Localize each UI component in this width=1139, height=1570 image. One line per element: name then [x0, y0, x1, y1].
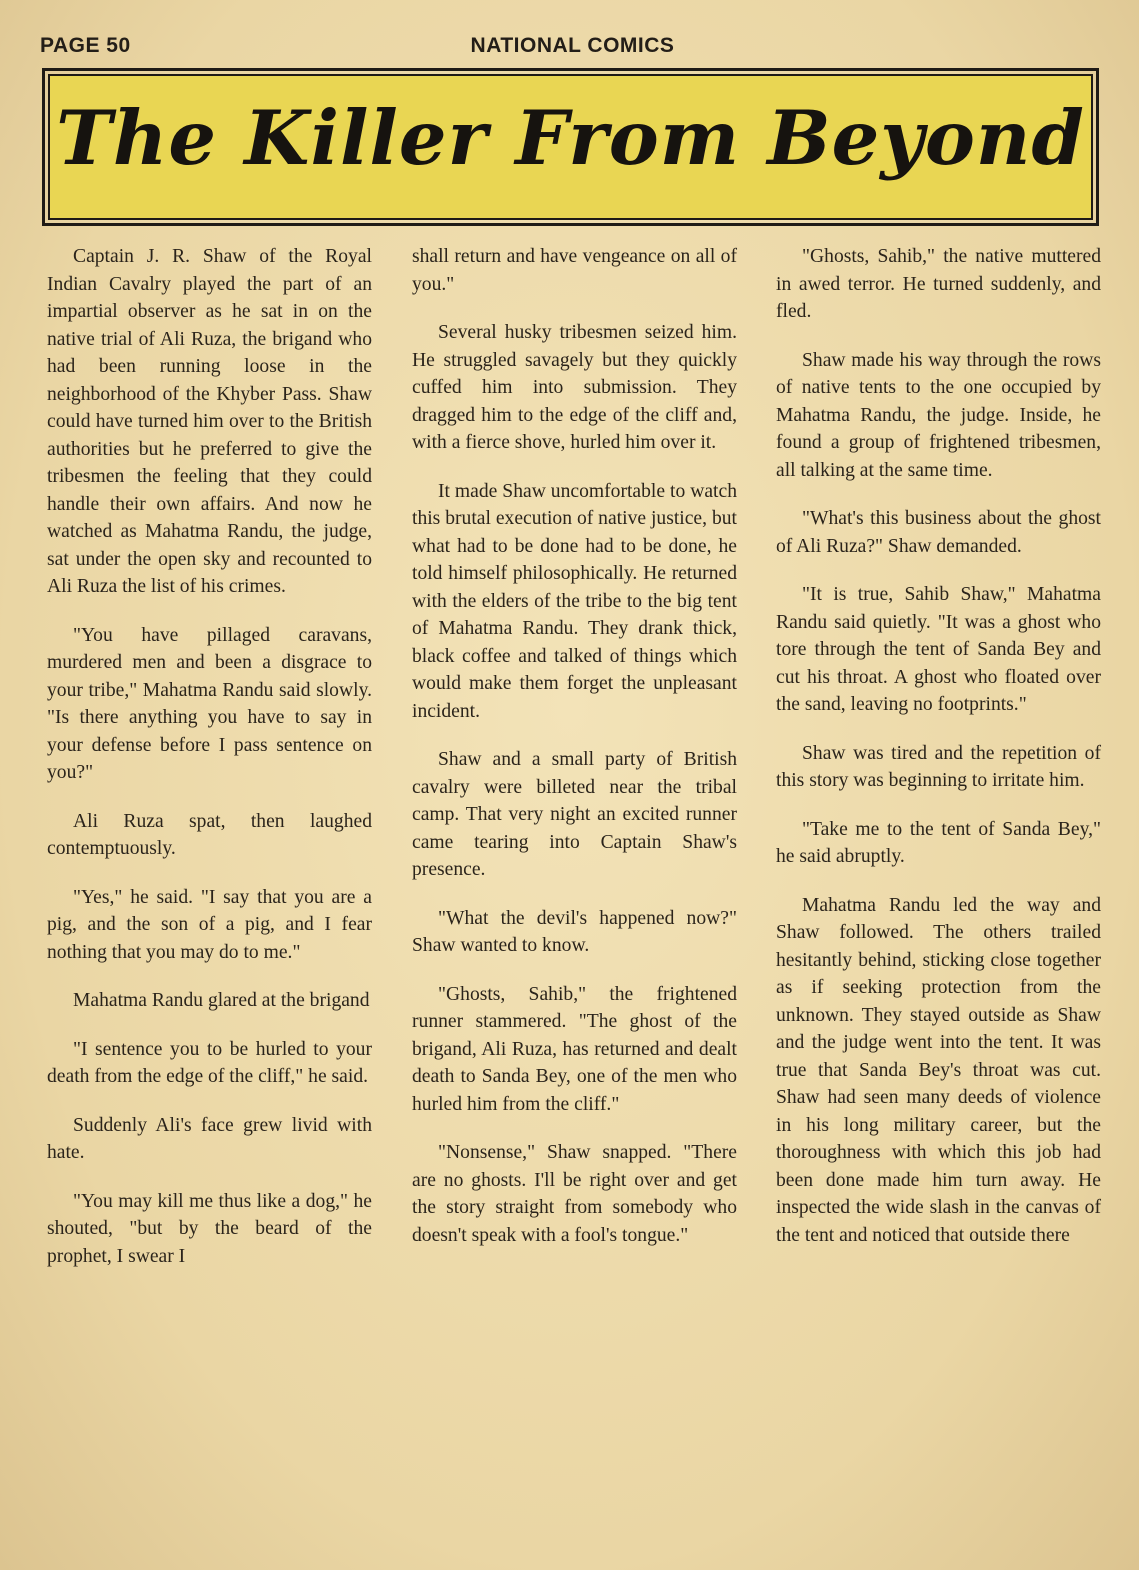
paragraph: Shaw was tired and the repetition of this story was beginning to irritate him.	[776, 742, 1101, 791]
paragraph: "Nonsense," Shaw snapped. "There are no ghosts. I'll be right over and get the story straight from somebody who doesn't speak with a fool's tongue."	[412, 1142, 737, 1246]
page-number: PAGE 50	[40, 34, 131, 57]
paragraph: Captain J. R. Shaw of the Royal Indian Cavalry played the part of an impartial observer as he sat in on the native trial of Ali Ruza, the brigand who had been running loose in the neighborhood of the Khyber Pass. Shaw could have turned him over to the British authorities but he preferred to give the tribesmen the feeling that they could handle their own affairs. And now he watched as Mahatma Randu, the judge, sat under the open sky and recounted to Ali Ruza the list of his crimes.	[47, 246, 372, 597]
paragraph: "I sentence you to be hurled to your death from the edge of the cliff," he said.	[47, 1038, 372, 1087]
paragraph: "Ghosts, Sahib," the native muttered in awed terror. He turned suddenly, and fled.	[776, 246, 1101, 322]
paragraph: Suddenly Ali's face grew livid with hate.	[47, 1114, 372, 1163]
paragraph: "What the devil's happened now?" Shaw wanted to know.	[412, 907, 737, 956]
paragraph: "Yes," he said. "I say that you are a pig, and the son of a pig, and I fear nothing that you may do to me."	[47, 886, 372, 963]
paragraph: Mahatma Randu led the way and Shaw followed. The others trailed hesitantly behind, sticking close together as if seeking protection from the unknown. They stayed outside as Shaw and the judge went into the tent. It was true that Sanda Bey's throat was cut. Shaw had seen many deeds of violence in his long military career, but the thoroughness with which this job had been done made him turn away. He inspected the wide slash in the canvas of the tent and noticed that outside there	[776, 894, 1101, 1246]
paragraph: Ali Ruza spat, then laughed contemptuously.	[47, 810, 372, 859]
paragraph: Mahatma Randu glared at the brigand	[73, 990, 370, 1011]
paragraph: "What's this business about the ghost of Ali Ruza?" Shaw demanded.	[776, 508, 1101, 557]
page-header	[40, 34, 1105, 62]
paragraph: "Take me to the tent of Sanda Bey," he said abruptly.	[776, 818, 1101, 867]
paragraph: Shaw made his way through the rows of native tents to the one occupied by Mahatma Randu, the judge. Inside, he found a group of frightened tribesmen, all talking at the same time.	[776, 349, 1101, 481]
story-title-panel	[48, 74, 1093, 220]
paragraph: Shaw and a small party of British cavalry were billeted near the tribal camp. That very night an excited runner came tearing into Captain Shaw's presence.	[412, 749, 737, 880]
paragraph: "Ghosts, Sahib," the frightened runner stammered. "The ghost of the brigand, Ali Ruza, has returned and dealt death to Sanda Bey, one of the men who hurled him from the cliff."	[412, 983, 737, 1115]
paragraph: shall return and have vengeance on all of you."	[412, 246, 737, 295]
paragraph: Several husky tribesmen seized him. He struggled savagely but they quickly cuffed him into submission. They dragged him to the edge of the cliff and, with a fierce shove, hurled him over it.	[412, 322, 737, 453]
story-title-banner	[42, 68, 1099, 226]
paragraph: "It is true, Sahib Shaw," Mahatma Randu said quietly. "It was a ghost who tore through the tent of Sanda Bey and cut his throat. A ghost who floated over the sand, leaving no footprints."	[776, 584, 1101, 715]
text-column-3	[776, 243, 1101, 1270]
paragraph: It made Shaw uncomfortable to watch this brutal execution of native justice, but what had to be done had to be done, he told himself philosophically. He returned with the elders of the tribe to the big tent of Mahatma Randu. They drank thick, black coffee and talked of things which would make them forget the unpleasant incident.	[412, 480, 737, 722]
magazine-title: NATIONAL COMICS	[470, 34, 675, 57]
paragraph: "You have pillaged caravans, murdered men and been a disgrace to your tribe," Mahatma Randu said slowly. "Is there anything you have to say in your defense before I pass sentence on you?"	[47, 624, 372, 783]
text-column-1	[47, 243, 372, 1291]
story-title: The Killer From Beyond	[56, 94, 1085, 182]
text-column-2	[412, 243, 737, 1270]
paragraph: "You may kill me thus like a dog," he shouted, "but by the beard of the prophet, I swear I	[47, 1190, 372, 1267]
